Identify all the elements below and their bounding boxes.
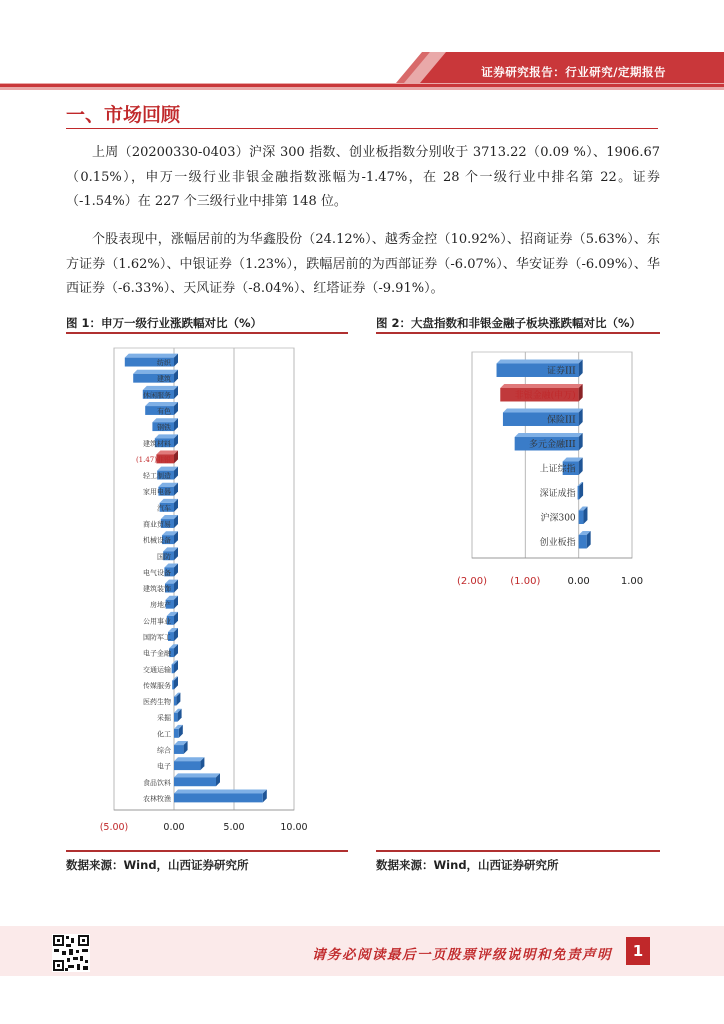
x-tick-label: 0.00 (163, 822, 185, 833)
section-title: 一、市场回顾 (66, 104, 181, 126)
category-label: 深证成指 (539, 488, 576, 499)
x-tick-label: (1.00) (510, 576, 541, 586)
bar (174, 729, 179, 738)
category-label: 轻工制造 (143, 472, 171, 481)
category-label: 公用事业 (143, 617, 171, 626)
bar-top (145, 402, 178, 406)
paragraph-market-review: 上周（20200330-0403）沪深 300 指数、创业板指数分别收于 3713.22（0.09 %）、1906.67（0.15%），申万一级行业非银金融指数涨幅为-1.47%，在 28 个一级行业中排名第 22。证券（-1.54%）在 227 个三级行业中排第 148 位。 (66, 145, 660, 209)
category-label: 电子 (157, 762, 171, 771)
category-label: 食品饮料 (143, 778, 171, 787)
category-label: 非银金融(申万) (514, 390, 576, 401)
bar (578, 486, 580, 499)
category-label: (1.47)非银 (135, 455, 171, 464)
category-label: 家用电器 (143, 488, 171, 497)
x-tick-label: 10.00 (280, 822, 308, 833)
category-label: 医药生物 (143, 698, 171, 707)
category-label: 传媒服务 (143, 681, 171, 690)
bar-top (174, 757, 204, 761)
category-label: 电气设备 (143, 568, 171, 577)
qr-code-icon (52, 934, 90, 972)
category-label: 上证综指 (539, 464, 576, 475)
category-label: 电子金融 (143, 649, 171, 658)
x-tick-label: 0.00 (567, 576, 590, 586)
bar (174, 745, 184, 754)
figure-2-top-rule (376, 332, 660, 334)
bar-top (503, 409, 583, 413)
category-label: 创业板指 (539, 537, 576, 548)
bar (174, 713, 178, 722)
category-label: 多元金融III (528, 439, 576, 450)
figure-2-caption: 图 2：大盘指数和非银金融子板块涨跌幅对比（%） (376, 316, 642, 330)
bar-top (497, 360, 583, 364)
category-label: 化工 (157, 730, 171, 739)
title-divider (66, 128, 658, 129)
category-label: 建筑装饰 (143, 585, 171, 594)
category-label: 国防 (157, 552, 171, 561)
category-label: 商业贸易 (143, 520, 171, 529)
category-label: 休闲服务 (143, 391, 171, 400)
x-tick-label: (5.00) (99, 822, 129, 833)
figure-2-bottom-rule (376, 850, 660, 852)
plot-area (114, 348, 294, 810)
bar (172, 680, 174, 689)
category-label: 有色 (157, 407, 171, 416)
category-label: 证券III (546, 366, 576, 377)
bar (174, 697, 176, 706)
x-tick-label: 1.00 (620, 576, 644, 586)
category-label: 机械设备 (143, 536, 171, 545)
x-tick-label: (2.00) (456, 576, 488, 586)
bar-top (152, 418, 178, 422)
category-label: 房地产 (150, 601, 171, 610)
figure-1-top-rule (66, 332, 348, 334)
page-number: 1 (626, 937, 650, 965)
bar (174, 793, 263, 802)
index-bar-chart (446, 346, 646, 586)
bar-top (515, 433, 583, 437)
category-label: 沪深300 (540, 513, 576, 524)
bar (579, 511, 584, 524)
industry-bar-chart (86, 340, 326, 840)
bar-top (133, 370, 178, 374)
category-label: 汽车 (157, 504, 171, 513)
bar-top (125, 354, 178, 358)
category-label: 钢铁 (157, 423, 171, 432)
figure-1-bottom-rule (66, 850, 348, 852)
category-label: 建筑 (157, 375, 171, 384)
figure-1-source: 数据来源：Wind，山西证券研究所 (66, 858, 249, 872)
x-tick-label: 5.00 (223, 822, 245, 833)
category-label: 保险III (546, 415, 576, 426)
bar-top (500, 384, 582, 388)
category-label: 采掘 (157, 714, 171, 723)
bar-top (143, 386, 178, 390)
paragraph-stock-performance: 个股表现中，涨幅居前的为华鑫股份（24.12%）、越秀金控（10.92%）、招商证券（5.63%）、东方证券（1.62%）、中银证券（1.23%），跌幅居前的为西部证券（-6.07%）、华安证券（-6.09%）、华西证券（-6.33%）、天风证券（-8.04%）、红塔证券（-9.91%）。 (66, 232, 660, 296)
category-label: 综合 (157, 746, 171, 755)
figure-1-caption: 图 1：申万一级行业涨跌幅对比（%） (66, 316, 263, 330)
category-label: 建筑材料 (143, 439, 171, 448)
category-label: 纺织 (157, 359, 171, 368)
figure-2-source: 数据来源：Wind，山西证券研究所 (376, 858, 559, 872)
bar-top (174, 789, 267, 793)
bar (172, 664, 174, 673)
plot-area (472, 352, 632, 558)
category-label: 国防军工 (143, 633, 171, 642)
disclaimer-notice: 请务必阅读最后一页股票评级说明和免责声明 (312, 947, 612, 963)
report-type-label: 证券研究报告：行业研究/定期报告 (481, 65, 666, 79)
bar (174, 777, 216, 786)
bar-top (174, 773, 220, 777)
bar-top (155, 434, 178, 438)
category-label: 农林牧渔 (143, 794, 171, 803)
bar (174, 761, 200, 770)
category-label: 交通运输 (143, 665, 171, 674)
bar (579, 535, 587, 548)
